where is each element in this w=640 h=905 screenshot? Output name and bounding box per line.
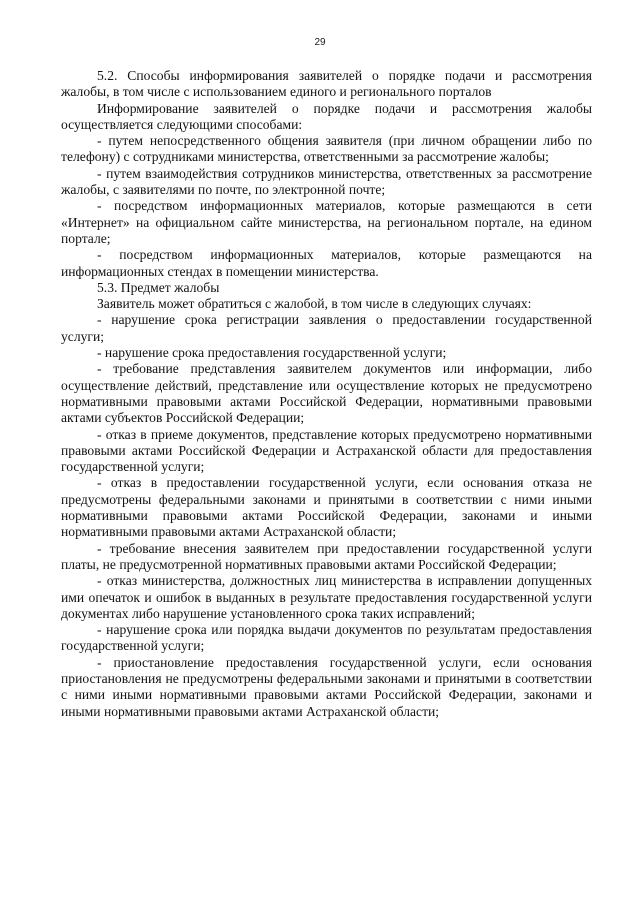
page-number: 29 bbox=[314, 37, 326, 48]
list-item: - путем непосредственного общения заявителя (при личном обращении либо по телефону) с сотрудниками министерства, ответственными за рассмотрение жалобы; bbox=[61, 133, 592, 165]
list-item: - приостановление предоставления государственной услуги, если основания приостановления не предусмотрены федеральными законами и принятыми в соответствии с ними иными нормативными правовыми актами Российской Федерации, законами и иными нормативными правовыми актами Астраханской области; bbox=[61, 654, 592, 719]
list-item: - требование внесения заявителем при предоставлении государственной услуги платы, не предусмотренной нормативных правовыми актами Российской Федерации; bbox=[61, 540, 592, 572]
paragraph: Информирование заявителей о порядке подачи и рассмотрения жалобы осуществляется следующими способами: bbox=[61, 100, 592, 132]
list-item: - отказ в приеме документов, представление которых предусмотрено нормативными правовыми актами Российской Федерации и Астраханской области для предоставления государственной услуги; bbox=[61, 426, 592, 475]
list-item: - посредством информационных материалов, которые размещаются на информационных стендах в помещении министерства. bbox=[61, 247, 592, 279]
section-heading-5-2: 5.2. Способы информирования заявителей о порядке подачи и рассмотрения жалобы, в том числе с использованием единого и регионального порталов bbox=[61, 68, 592, 100]
list-item: - отказ в предоставлении государственной услуги, если основания отказа не предусмотрены федеральными законами и принятыми в соответствии с ними иными нормативными правовыми актами Российской Федерации, законами и иными нормативными правовыми актами Астраханской области; bbox=[61, 475, 592, 540]
list-item: - нарушение срока предоставления государственной услуги; bbox=[97, 345, 447, 361]
paragraph: Заявитель может обратиться с жалобой, в том числе в следующих случаях: bbox=[97, 296, 532, 312]
list-item: - посредством информационных материалов, которые размещаются в сети «Интернет» на официальном сайте министерства, на региональном портале, на едином портале; bbox=[61, 198, 592, 246]
list-item: - требование представления заявителем документов или информации, либо осуществление действий, представление или осуществление которых не предусмотрено нормативными правовыми актами Российской Федерации, нормативными правовыми актами субъектов Российской Федерации; bbox=[61, 361, 592, 426]
section-heading-5-3: 5.3. Предмет жалобы bbox=[97, 279, 220, 295]
list-item: - нарушение срока регистрации заявления о предоставлении государственной услуги; bbox=[61, 312, 592, 344]
list-item: - нарушение срока или порядка выдачи документов по результатам предоставления государственной услуги; bbox=[61, 622, 592, 654]
list-item: - отказ министерства, должностных лиц министерства в исправлении допущенных ими опечаток и ошибок в выданных в результате предоставления государственной услуги документах либо нарушение установленного срока таких исправлений; bbox=[61, 573, 592, 621]
document-body bbox=[61, 68, 592, 720]
list-item: - путем взаимодействия сотрудников министерства, ответственных за рассмотрение жалобы, с заявителями по почте, по электронной почте; bbox=[61, 165, 592, 198]
